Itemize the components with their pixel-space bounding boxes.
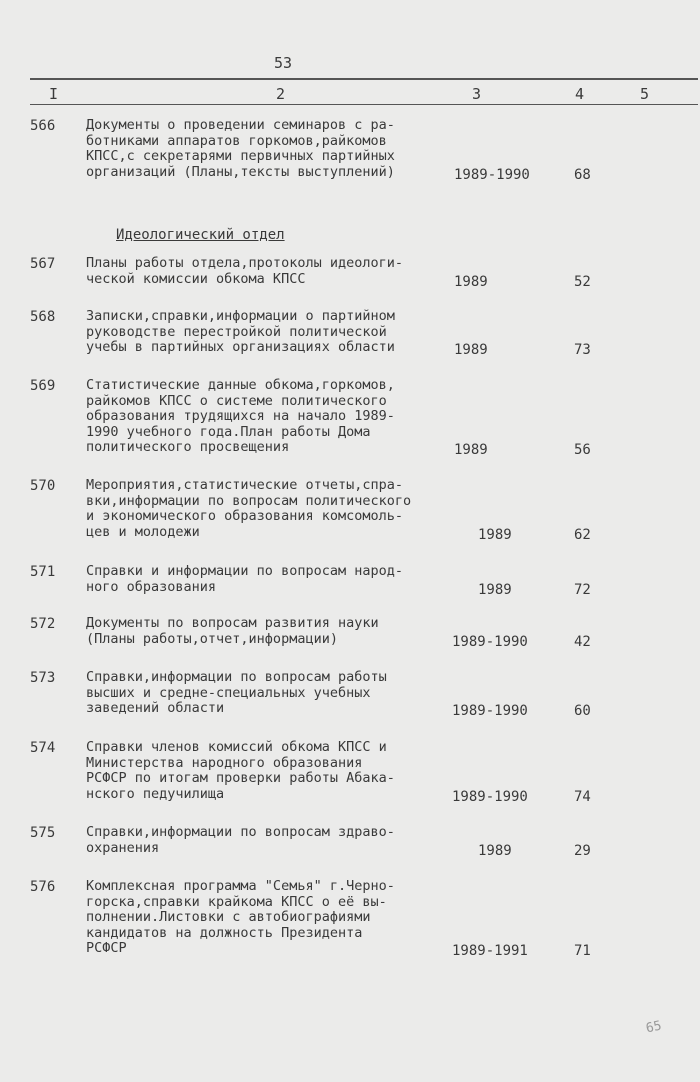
- description-line: райкомов КПСС о системе политического: [86, 392, 387, 409]
- entry-dates: 1989: [478, 526, 512, 543]
- column-header-5: 5: [640, 85, 650, 103]
- entry-dates: 1989-1990: [452, 788, 528, 805]
- description-line: КПСС,с секретарями первичных партийных: [86, 148, 395, 164]
- entry-page-count: 62: [574, 526, 591, 543]
- entry-page-count: 72: [574, 581, 591, 598]
- entry-number: 567: [30, 256, 56, 272]
- entry-number: 569: [30, 378, 56, 394]
- description-line: цев и молодежи: [86, 523, 200, 540]
- handwritten-mark: 65: [644, 1018, 664, 1037]
- description-line: Документы по вопросам развития науки: [86, 615, 379, 631]
- description-line: ботниками аппаратов горкомов,райкомов: [86, 132, 387, 149]
- entry-description: [86, 670, 454, 717]
- entry-number: 575: [30, 825, 56, 841]
- description-line: (Планы работы,отчет,информации): [86, 630, 338, 647]
- page-number: 53: [274, 54, 293, 72]
- entry-number: 566: [30, 118, 56, 134]
- entry-description: [86, 740, 454, 802]
- entry-dates: 1989-1990: [452, 633, 528, 650]
- description-line: охранения: [86, 839, 160, 856]
- description-line: заведений области: [86, 700, 225, 716]
- entry-page-count: 60: [574, 703, 591, 719]
- entry-page-count: 29: [574, 842, 591, 859]
- entry-dates: 1989-1990: [454, 166, 530, 183]
- description-line: Документы о проведении семинаров с ра-: [86, 117, 395, 133]
- column-header-3: 3: [472, 85, 482, 103]
- entry-page-count: 73: [574, 342, 591, 358]
- description-line: Мероприятия,статистические отчеты,спра-: [86, 477, 403, 493]
- description-line: РСФСР: [86, 940, 127, 956]
- entry-dates: 1989: [454, 273, 488, 290]
- description-line: РСФСР по итогам проверки работы Абака-: [86, 770, 395, 786]
- header-rule-bottom: [30, 104, 698, 105]
- entry-dates: 1989: [454, 442, 488, 458]
- description-line: вки,информации по вопросам политического: [86, 492, 412, 509]
- description-line: Министерства народного образования: [86, 754, 363, 771]
- column-header-2: 2: [276, 85, 286, 103]
- entry-description: [86, 564, 454, 595]
- entry-page-count: 74: [574, 788, 591, 805]
- description-line: организаций (Планы,тексты выступлений): [86, 163, 395, 180]
- entry-description: [86, 616, 454, 647]
- description-line: политического просвещения: [86, 439, 290, 455]
- description-line: Комплексная программа "Семья" г.Черно-: [86, 878, 395, 894]
- description-line: Справки,информации по вопросам работы: [86, 669, 387, 685]
- description-line: ческой комиссии обкома КПСС: [86, 270, 306, 287]
- description-line: учебы в партийных организациях области: [86, 339, 395, 355]
- entry-description: [86, 879, 454, 957]
- description-line: полнении.Листовки с автобиографиями: [86, 909, 371, 925]
- description-line: горска,справки крайкома КПСС о её вы-: [86, 893, 387, 910]
- description-line: образования трудящихся на начало 1989-: [86, 408, 395, 424]
- description-line: Статистические данные обкома,горкомов,: [86, 377, 395, 393]
- entry-page-count: 42: [574, 633, 591, 650]
- description-line: высших и средне-специальных учебных: [86, 684, 371, 701]
- entry-dates: 1989: [478, 581, 512, 598]
- entry-number: 570: [30, 478, 56, 494]
- description-line: 1990 учебного года.План работы Дома: [86, 423, 371, 440]
- entry-number: 572: [30, 616, 56, 632]
- entry-number: 571: [30, 564, 56, 580]
- description-line: Справки и информации по вопросам народ-: [86, 563, 403, 579]
- entry-dates: 1989: [478, 842, 512, 859]
- column-header-4: 4: [575, 85, 585, 103]
- description-line: Справки членов комиссий обкома КПСС и: [86, 739, 387, 755]
- entry-description: [86, 118, 454, 180]
- entry-number: 574: [30, 740, 56, 756]
- entry-dates: 1989-1991: [452, 943, 528, 959]
- entry-description: [86, 256, 454, 287]
- entry-number: 568: [30, 309, 56, 325]
- description-line: ного образования: [86, 578, 217, 595]
- entry-page-count: 52: [574, 273, 591, 290]
- entry-description: [86, 309, 454, 356]
- entry-page-count: 71: [574, 943, 591, 959]
- entry-page-count: 68: [574, 166, 591, 183]
- description-line: нского педучилища: [86, 785, 225, 802]
- column-header-1: I: [49, 85, 59, 103]
- entry-number: 576: [30, 879, 56, 895]
- entry-description: [86, 825, 454, 856]
- entry-page-count: 56: [574, 442, 591, 458]
- entry-description: [86, 478, 454, 540]
- description-line: кандидатов на должность Президента: [86, 924, 363, 941]
- entry-description: [86, 378, 454, 456]
- description-line: Планы работы отдела,протоколы идеологи-: [86, 255, 403, 271]
- description-line: руководстве перестройкой политической: [86, 323, 387, 340]
- description-line: и экономического образования комсомоль-: [86, 508, 403, 524]
- header-rule-top: [30, 78, 698, 80]
- entry-number: 573: [30, 670, 56, 686]
- description-line: Записки,справки,информации о партийном: [86, 308, 395, 324]
- description-line: Справки,информации по вопросам здраво-: [86, 824, 395, 840]
- entry-dates: 1989: [454, 342, 488, 358]
- section-heading: Идеологический отдел: [116, 227, 285, 243]
- entry-dates: 1989-1990: [452, 703, 528, 719]
